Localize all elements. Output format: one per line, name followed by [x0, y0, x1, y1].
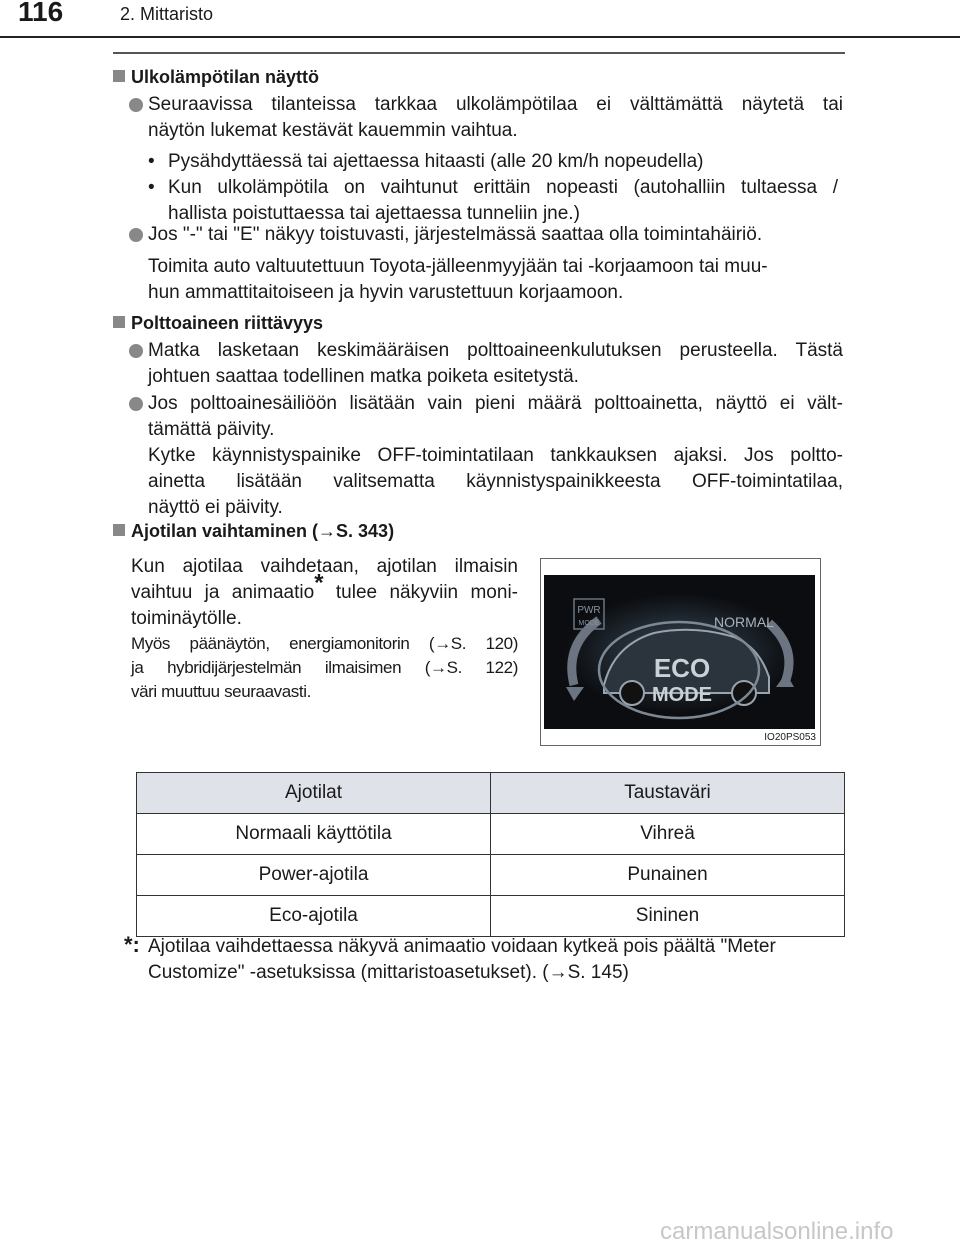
drive-mode-paragraph: Kun ajotilaa vaihdetaan, ajotilan ilmaisin vaihtuu ja animaatio* tulee näkyviin moni- toiminäytölle.	[131, 556, 518, 629]
table-header-row	[137, 773, 845, 814]
bullet-fuel-1: Matka lasketaan keskimääräisen polttoaineenkulutuksen perusteella. Tästä johtuen saattaa todellinen matka poiketa esitetystä.	[148, 338, 843, 390]
header-divider	[0, 36, 960, 38]
sub-list	[148, 149, 838, 227]
table-cell: Power-ajotila	[137, 855, 491, 896]
footnote-marker: *:	[124, 932, 140, 957]
drive-mode-color-table	[136, 772, 845, 937]
eco-mode-illustration	[544, 575, 815, 729]
eco-mode-label: MODE	[652, 684, 712, 706]
table-cell: Vihreä	[491, 814, 845, 855]
column-header-background-color: Taustaväri	[491, 773, 845, 814]
section-heading-drive-mode: Ajotilan vaihtaminen (→S. 343)	[113, 518, 394, 544]
bullet-outside-temp-1: Seuraavissa tilanteissa tarkkaa ulkolämpötilaa ei välttämättä näytetä tai näytön lukemat kestävät kauemmin vaihtua.	[148, 92, 843, 144]
section-divider	[113, 52, 845, 54]
bullet-icon	[129, 344, 143, 358]
pwr-mode-label: MODE	[578, 620, 600, 627]
eco-label: ECO	[653, 653, 711, 683]
table-row	[137, 896, 845, 937]
figure-caption: IO20PS053	[764, 732, 816, 743]
pwr-label: PWR	[577, 605, 601, 616]
section-heading-fuel-range: Polttoaineen riittävyys	[113, 310, 323, 336]
drive-mode-small-paragraph: Myös päänäytön, energiamonitorin (→S. 120) ja hybridijärjestelmän ilmaisimen (→S. 122) väri muuttuu seuraavasti.	[131, 634, 518, 701]
eco-mode-figure	[540, 558, 821, 746]
table-cell: Punainen	[491, 855, 845, 896]
chapter-title: 2. Mittaristo	[120, 4, 214, 24]
bullet-icon	[129, 98, 143, 112]
bullet-outside-temp-2: Jos "-" tai "E" näkyy toistuvasti, järjestelmässä saattaa olla toimintahäiriö.	[148, 222, 843, 248]
watermark: carmanualsonline.info	[660, 1218, 894, 1245]
section-heading-outside-temp: Ulkolämpötilan näyttö	[113, 64, 319, 90]
table-cell: Sininen	[491, 896, 845, 937]
square-bullet-icon	[113, 316, 125, 328]
sub-item: • Pysähdyttäessä tai ajettaessa hitaasti (alle 20 km/h nopeudella)	[148, 151, 704, 172]
display-screen	[544, 575, 815, 729]
table-row	[137, 855, 845, 896]
footnote: *: Ajotilaa vaihdettaessa näkyvä animaatio voidaan kytkeä pois päältä "Meter Customize" -asetuksissa (mittaristoasetukset). (→S. 145)	[124, 932, 776, 983]
table-cell: Normaali käyttötila	[137, 814, 491, 855]
bullet-icon	[129, 228, 143, 242]
square-bullet-icon	[113, 524, 125, 536]
bullet-icon	[129, 397, 143, 411]
square-bullet-icon	[113, 70, 125, 82]
bullet-fuel-2: Jos polttoainesäiliöön lisätään vain pieni määrä polttoainetta, näyttö ei vält- tämättä päivity. Kytke käynnistyspainike OFF-toimintatilaan tankkauksen ajaksi. Jos poltto- ainetta lisätään valitsematta käynnistyspainikkeesta OFF-toimintatilaa, näyttö ei päivity.	[148, 391, 843, 521]
sub-item: • Kun ulkolämpötila on vaihtunut erittäin nopeasti (autohalliin tultaessa / hallista poistuttaessa tai ajettaessa tunneliin jne.)	[148, 177, 838, 224]
table-cell: Eco-ajotila	[137, 896, 491, 937]
normal-label: NORMAL	[714, 614, 774, 630]
column-header-drive-mode: Ajotilat	[137, 773, 491, 814]
page-number: 116	[18, 0, 64, 27]
table-row	[137, 814, 845, 855]
note-paragraph: Toimita auto valtuutettuun Toyota-jälleenmyyjään tai -korjaamoon tai muu- hun ammattitaitoiseen ja hyvin varustettuun korjaamoon.	[148, 256, 768, 303]
